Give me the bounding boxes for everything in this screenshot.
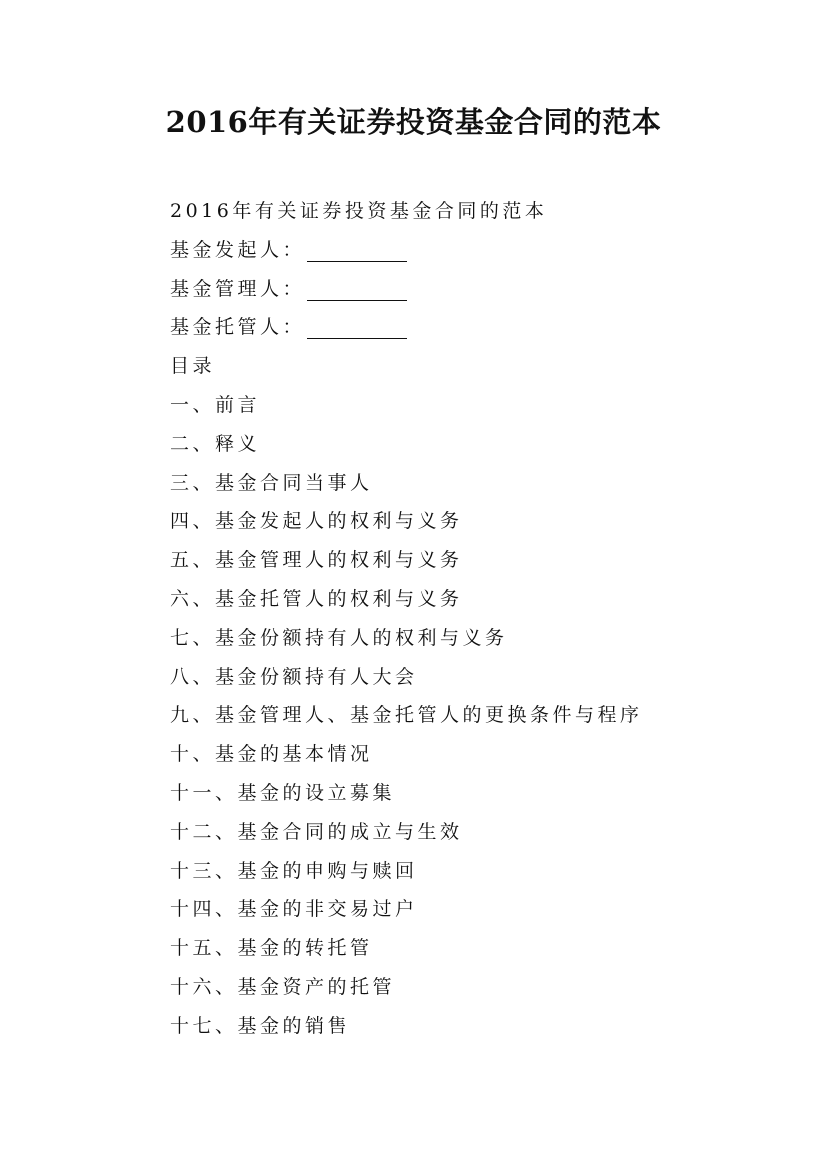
- party-label: 基金管理人：: [170, 277, 306, 300]
- toc-item: 四、基金发起人的权利与义务: [170, 510, 463, 533]
- toc-heading: 目录: [170, 355, 216, 378]
- toc-list: [170, 386, 790, 1046]
- toc-item: 十四、基金的非交易过户: [170, 898, 418, 921]
- document-title: 2016年有关证券投资基金合同的范本: [165, 105, 662, 139]
- document-subtitle: 2016年有关证券投资基金合同的范本: [170, 200, 548, 222]
- toc-item: 一、前言: [170, 393, 261, 416]
- toc-item: 九、基金管理人、基金托管人的更换条件与程序: [170, 704, 643, 727]
- toc-item: 十七、基金的销售: [170, 1014, 351, 1037]
- blank-underline: [307, 260, 407, 262]
- toc-item: 十一、基金的设立募集: [170, 781, 396, 804]
- toc-item: 十、基金的基本情况: [170, 743, 373, 766]
- toc-item: 十六、基金资产的托管: [170, 975, 396, 998]
- toc-item: 七、基金份额持有人的权利与义务: [170, 626, 508, 649]
- blank-underline: [307, 337, 407, 339]
- toc-item: 三、基金合同当事人: [170, 471, 373, 494]
- toc-item: 八、基金份额持有人大会: [170, 665, 418, 688]
- toc-item: 五、基金管理人的权利与义务: [170, 549, 463, 572]
- party-line-custodian: [170, 308, 790, 347]
- party-label: 基金发起人：: [170, 238, 306, 261]
- party-line-sponsor: [170, 231, 790, 270]
- party-line-manager: [170, 270, 790, 309]
- toc-item: 十三、基金的申购与赎回: [170, 859, 418, 882]
- blank-underline: [307, 299, 407, 301]
- toc-item: 十五、基金的转托管: [170, 937, 373, 960]
- toc-item: 十二、基金合同的成立与生效: [170, 820, 463, 843]
- document-body: [170, 192, 790, 1046]
- toc-item: 二、释义: [170, 432, 261, 455]
- toc-item: 六、基金托管人的权利与义务: [170, 587, 463, 610]
- party-label: 基金托管人：: [170, 316, 306, 339]
